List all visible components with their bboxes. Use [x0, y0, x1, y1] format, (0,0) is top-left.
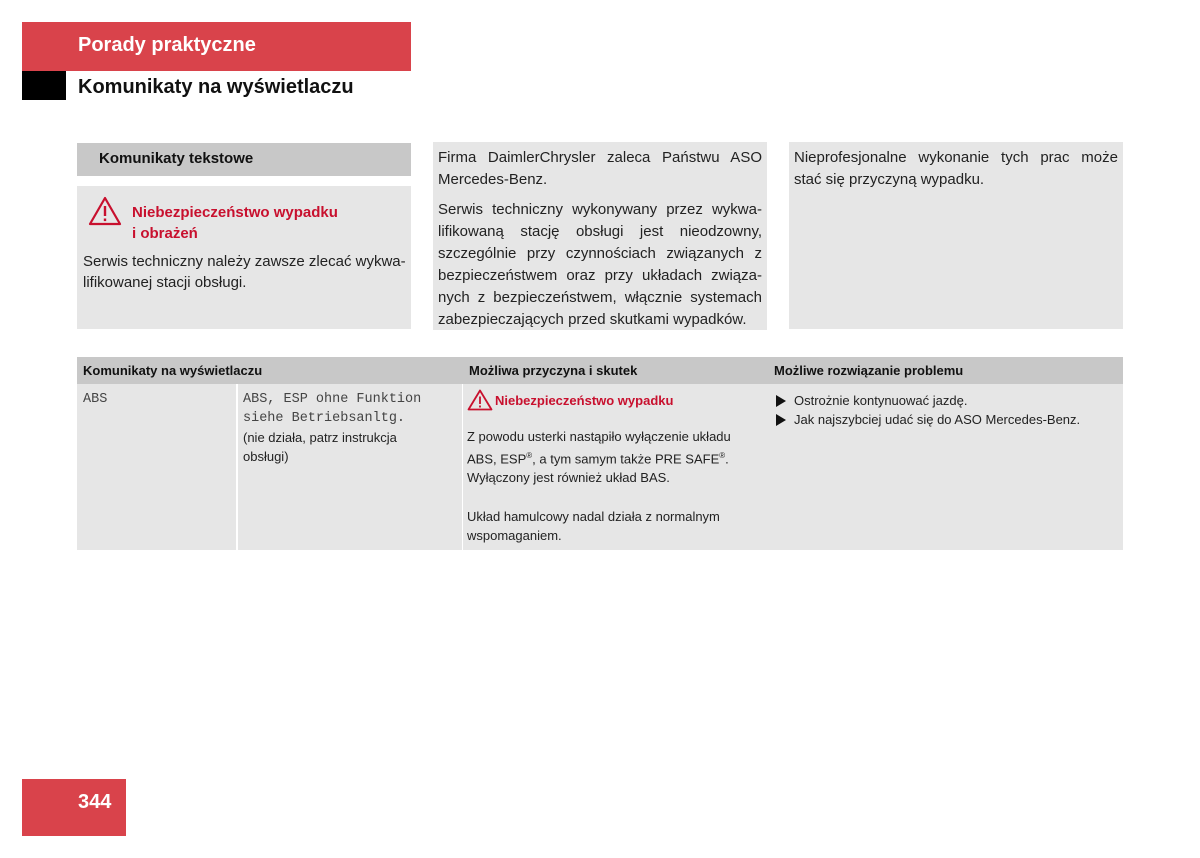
heading-marker — [22, 71, 66, 100]
warning-body-line: Serwis techniczny należy zawsze zlecać wykwa- — [83, 253, 406, 270]
table-cell-solution — [768, 384, 1123, 550]
arrow-bullet-icon — [776, 414, 786, 426]
warning-title-line: i obrażeń — [132, 225, 198, 242]
translation-line: obsługi) — [243, 449, 289, 464]
registered-mark: ® — [526, 451, 533, 460]
caution-panel — [789, 142, 1123, 329]
text-messages-header: Komunikaty tekstowe — [77, 143, 411, 176]
solution-text: Ostrożnie kontynuować jazdę. — [794, 393, 968, 408]
display-messages-table — [77, 357, 1123, 550]
cause-line: Z powodu usterki nastąpiło wyłączenie układu — [467, 429, 731, 444]
cause-line: Wyłączony jest również układ BAS. — [467, 470, 670, 486]
recommendation-paragraph: Firma DaimlerChrysler zaleca Państwu ASO Mercedes-Benz. — [438, 149, 762, 188]
table-cell-cause — [463, 384, 768, 550]
warning-triangle-icon — [467, 389, 493, 411]
cause-warning-row — [467, 388, 763, 412]
cause-text: ABS, ESP — [467, 451, 527, 467]
effect-line: Układ hamulcowy nadal działa z normalnym — [467, 509, 720, 525]
cause-text: , a tym samym także PRE SAFE — [532, 451, 720, 467]
solution-item — [774, 410, 1123, 429]
table-cell-display-text — [238, 384, 462, 550]
cause-line: ABS, ESP®, a tym samym także PRE SAFE®. — [467, 451, 729, 467]
solution-text: Jak najszybciej udać się do ASO Mercedes-Benz. — [794, 412, 1081, 427]
solution-item — [774, 391, 1123, 410]
display-text-line: siehe Betriebsanltg. — [243, 411, 406, 426]
table-header-solution: Możliwe rozwiązanie problemu — [768, 357, 1123, 384]
page-heading: Komunikaty na wyświetlaczu — [78, 76, 354, 98]
registered-mark: ® — [719, 451, 726, 460]
warning-body — [83, 251, 407, 293]
translation-line: (nie działa, patrz instrukcja — [243, 430, 397, 445]
section-tab: Porady praktyczne — [22, 22, 411, 71]
service-paragraph: Serwis techniczny wykonywany przez wykwalifikowaną stację obsługi jest nieodzowny, szczególnie przy czynnościach związanych z bezpieczeństwem oraz przy układach związanych z bezpieczeństwem, włącznie systemach zabezpieczających przed skutkami wypadków. — [438, 201, 762, 328]
warning-title-line: Niebezpieczeństwo wypadku — [132, 204, 338, 221]
cause-warning-title: Niebezpieczeństwo wypadku — [495, 392, 674, 408]
table-cell-message — [77, 384, 236, 550]
arrow-bullet-icon — [776, 395, 786, 407]
warning-body-line: lifikowanej stacji obsługi. — [83, 274, 247, 291]
warning-title — [132, 202, 402, 244]
cause-paragraph — [467, 427, 763, 487]
display-text-line: ABS, ESP ohne Funktion — [243, 392, 422, 407]
warning-triangle-icon — [88, 196, 122, 226]
table-header-cause: Możliwa przyczyna i skutek — [463, 357, 768, 384]
table-header-messages: Komunikaty na wyświetlaczu — [77, 357, 463, 384]
message-code: ABS — [83, 392, 108, 407]
recommendation-panel — [433, 142, 767, 330]
page-number: 344 — [22, 779, 126, 836]
caution-paragraph: Nieprofesjonalne wykonanie tych prac może stać się przyczyną wypadku. — [794, 149, 1118, 188]
effect-line: wspomaganiem. — [467, 528, 562, 544]
effect-paragraph — [467, 507, 763, 545]
